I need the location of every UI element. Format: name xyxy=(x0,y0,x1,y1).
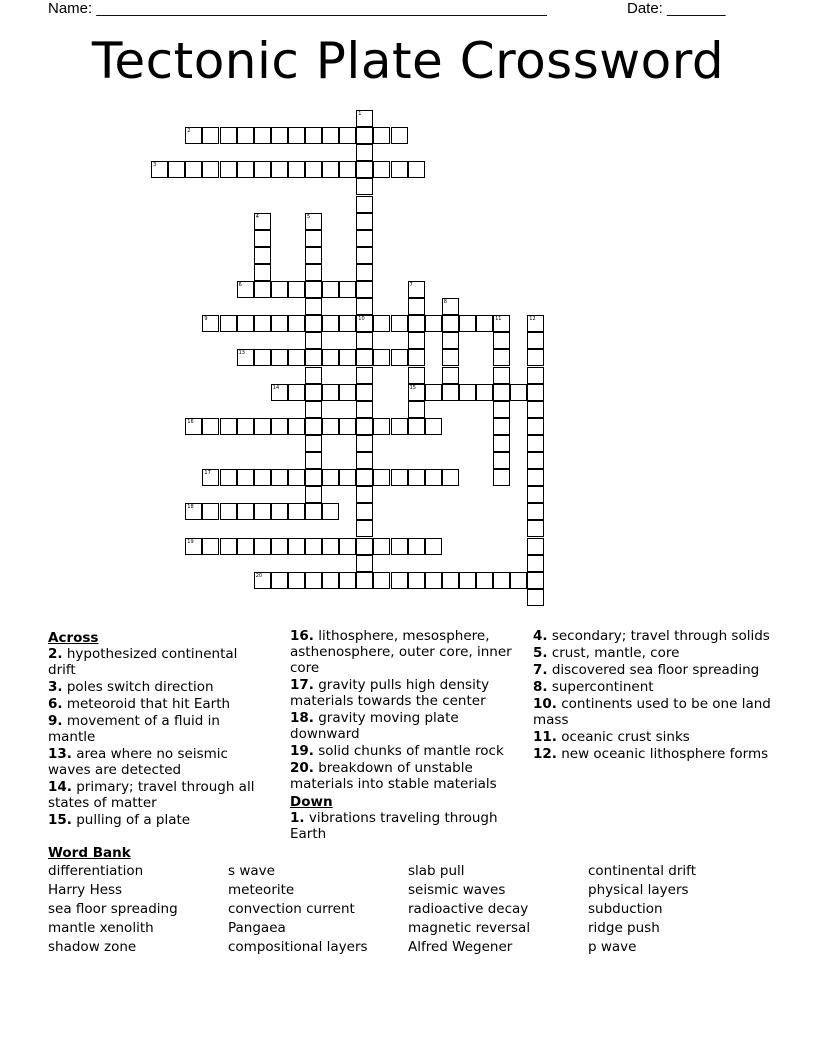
word-bank-item: Alfred Wegener xyxy=(408,939,513,955)
crossword-cell[interactable] xyxy=(254,503,271,520)
crossword-cell[interactable] xyxy=(356,555,373,572)
crossword-cell[interactable] xyxy=(271,281,288,298)
crossword-cell[interactable] xyxy=(237,315,254,332)
crossword-cell[interactable] xyxy=(237,469,254,486)
cell-number: 13 xyxy=(238,350,245,357)
crossword-cell[interactable] xyxy=(151,161,168,178)
clue-down-1: 1. vibrations traveling through Earth xyxy=(290,810,498,842)
cell-number: 20 xyxy=(255,572,263,579)
crossword-cell[interactable] xyxy=(305,264,322,281)
crossword-cell[interactable] xyxy=(271,418,288,435)
crossword-cell[interactable] xyxy=(271,315,288,332)
word-bank-item: magnetic reversal xyxy=(408,920,531,936)
crossword-cell[interactable] xyxy=(527,555,544,572)
clue-across-6: 6. meteoroid that hit Earth xyxy=(48,696,231,712)
crossword-cell[interactable] xyxy=(254,349,271,366)
clue-across-20: 20. breakdown of unstable materials into stable materials xyxy=(290,760,497,792)
crossword-cell[interactable] xyxy=(168,161,185,178)
crossword-cell[interactable] xyxy=(202,538,219,555)
word-bank-item: Harry Hess xyxy=(48,882,123,898)
crossword-cell[interactable] xyxy=(476,572,493,589)
crossword-cell[interactable] xyxy=(322,572,339,589)
clue-down-7: 7. discovered sea floor spreading xyxy=(533,662,760,678)
crossword-cell[interactable] xyxy=(373,418,390,435)
crossword-cell[interactable] xyxy=(493,418,510,435)
word-bank-heading: Word Bank xyxy=(48,845,131,861)
crossword-cell[interactable] xyxy=(288,281,305,298)
crossword-cell[interactable] xyxy=(356,401,373,418)
crossword-cell[interactable] xyxy=(476,384,493,401)
crossword-cell[interactable] xyxy=(305,418,322,435)
crossword-cell[interactable] xyxy=(408,469,425,486)
crossword-cell[interactable] xyxy=(220,418,237,435)
clue-across-9: 9. movement of a fluid in mantle xyxy=(48,713,220,745)
crossword-cell[interactable] xyxy=(510,384,527,401)
crossword-cell[interactable] xyxy=(271,572,288,589)
crossword-cell[interactable] xyxy=(220,469,237,486)
crossword-cell[interactable] xyxy=(237,349,254,366)
crossword-cell[interactable] xyxy=(305,503,322,520)
crossword-cell[interactable] xyxy=(356,178,373,195)
cell-number: 16 xyxy=(187,418,194,425)
crossword-cell[interactable] xyxy=(356,213,373,230)
crossword-cell[interactable] xyxy=(271,469,288,486)
crossword-cell[interactable] xyxy=(356,469,373,486)
crossword-cell[interactable] xyxy=(527,367,544,384)
crossword-cell[interactable] xyxy=(527,349,544,366)
crossword-cell[interactable] xyxy=(493,469,510,486)
crossword-cell[interactable] xyxy=(305,452,322,469)
crossword-cell[interactable] xyxy=(271,538,288,555)
crossword-cell[interactable] xyxy=(391,315,408,332)
crossword-cell[interactable] xyxy=(425,469,442,486)
crossword-cell[interactable] xyxy=(408,384,425,401)
crossword-cell[interactable] xyxy=(356,230,373,247)
crossword-cell[interactable] xyxy=(493,435,510,452)
crossword-cell[interactable] xyxy=(202,503,219,520)
crossword-cell[interactable] xyxy=(339,469,356,486)
word-bank-item: Pangaea xyxy=(228,920,286,936)
crossword-cell[interactable] xyxy=(356,349,373,366)
word-bank-item: shadow zone xyxy=(48,939,137,955)
crossword-cell[interactable] xyxy=(493,452,510,469)
cell-number: 1 xyxy=(358,111,362,117)
word-bank-item: mantle xenolith xyxy=(48,920,154,936)
crossword-cell[interactable] xyxy=(408,315,425,332)
crossword-cell[interactable] xyxy=(202,418,219,435)
crossword-cell[interactable] xyxy=(305,349,322,366)
crossword-cell[interactable] xyxy=(493,572,510,589)
crossword-cell[interactable] xyxy=(459,315,476,332)
crossword-cell[interactable] xyxy=(527,452,544,469)
crossword-cell[interactable] xyxy=(408,332,425,349)
crossword-cell[interactable] xyxy=(356,247,373,264)
crossword-cell[interactable] xyxy=(373,572,390,589)
crossword-cell[interactable] xyxy=(305,435,322,452)
crossword-cell[interactable] xyxy=(425,538,442,555)
crossword-cell[interactable] xyxy=(254,161,271,178)
crossword-cell[interactable] xyxy=(305,384,322,401)
crossword-cell[interactable] xyxy=(356,572,373,589)
crossword-cell[interactable] xyxy=(408,349,425,366)
crossword-cell[interactable] xyxy=(271,503,288,520)
crossword-cell[interactable] xyxy=(373,349,390,366)
crossword-cell[interactable] xyxy=(408,538,425,555)
crossword-cell[interactable] xyxy=(220,127,237,144)
crossword-cell[interactable] xyxy=(237,281,254,298)
crossword-cell[interactable] xyxy=(356,264,373,281)
word-bank-item: p wave xyxy=(588,939,637,955)
crossword-cell[interactable] xyxy=(237,538,254,555)
crossword-cell[interactable] xyxy=(185,127,202,144)
crossword-cell[interactable] xyxy=(305,469,322,486)
crossword-cell[interactable] xyxy=(476,315,493,332)
crossword-cell[interactable] xyxy=(185,161,202,178)
crossword-cell[interactable] xyxy=(288,503,305,520)
date-field[interactable]: Date: _______ xyxy=(627,0,726,17)
cell-number: 18 xyxy=(187,504,194,511)
crossword-cell[interactable] xyxy=(254,230,271,247)
clue-across-13: 13. area where no seismic waves are detected xyxy=(48,746,228,778)
clues-column-1 xyxy=(48,628,268,829)
crossword-cell[interactable] xyxy=(356,298,373,315)
crossword-cell[interactable] xyxy=(339,572,356,589)
crossword-cell[interactable] xyxy=(356,538,373,555)
crossword-cell[interactable] xyxy=(493,315,510,332)
crossword-cell[interactable] xyxy=(391,469,408,486)
crossword-cell[interactable] xyxy=(356,144,373,161)
crossword-cell[interactable] xyxy=(254,264,271,281)
word-bank-item: convection current xyxy=(228,901,355,917)
crossword-cell[interactable] xyxy=(527,384,544,401)
crossword-cell[interactable] xyxy=(527,486,544,503)
crossword-cell[interactable] xyxy=(356,281,373,298)
crossword-cell[interactable] xyxy=(288,349,305,366)
crossword-cell[interactable] xyxy=(220,503,237,520)
crossword-cell[interactable] xyxy=(322,161,339,178)
word-bank-item: seismic waves xyxy=(408,882,506,898)
crossword-cell[interactable] xyxy=(527,589,544,606)
crossword-cell[interactable] xyxy=(459,384,476,401)
crossword-cell[interactable] xyxy=(305,213,322,230)
cell-number: 14 xyxy=(272,384,280,391)
crossword-cell[interactable] xyxy=(322,469,339,486)
cell-number: 17 xyxy=(204,470,211,477)
crossword-cell[interactable] xyxy=(425,315,442,332)
clue-across-2: 2. hypothesized continental drift xyxy=(48,646,238,678)
cell-number: 15 xyxy=(409,384,416,391)
crossword-cell[interactable] xyxy=(356,384,373,401)
cell-number: 4 xyxy=(255,213,259,220)
crossword-cell[interactable] xyxy=(527,418,544,435)
crossword-cell[interactable] xyxy=(339,161,356,178)
word-bank-item: compositional layers xyxy=(228,939,368,955)
crossword-cell[interactable] xyxy=(305,315,322,332)
crossword-cell[interactable] xyxy=(322,418,339,435)
clue-across-19: 19. solid chunks of mantle rock xyxy=(290,743,504,759)
crossword-cell[interactable] xyxy=(305,367,322,384)
crossword-cell[interactable] xyxy=(373,538,390,555)
word-bank-item: sea floor spreading xyxy=(48,901,178,917)
crossword-cell[interactable] xyxy=(356,332,373,349)
crossword-cell[interactable] xyxy=(220,315,237,332)
crossword-cell[interactable] xyxy=(527,503,544,520)
crossword-cell[interactable] xyxy=(305,332,322,349)
crossword-cell[interactable] xyxy=(185,418,202,435)
crossword-cell[interactable] xyxy=(305,486,322,503)
crossword-cell[interactable] xyxy=(305,298,322,315)
crossword-cell[interactable] xyxy=(237,418,254,435)
crossword-cell[interactable] xyxy=(408,298,425,315)
clue-across-17: 17. gravity pulls high density materials towards the center xyxy=(290,677,490,709)
cell-number: 3 xyxy=(153,162,157,169)
crossword-cell[interactable] xyxy=(527,401,544,418)
crossword-cell[interactable] xyxy=(527,538,544,555)
cell-number: 11 xyxy=(495,316,502,323)
crossword-cell[interactable] xyxy=(391,127,408,144)
crossword-cell[interactable] xyxy=(237,127,254,144)
word-bank xyxy=(48,863,768,955)
crossword-cell[interactable] xyxy=(442,332,459,349)
crossword-cell[interactable] xyxy=(254,315,271,332)
crossword-cell[interactable] xyxy=(271,127,288,144)
crossword-cell[interactable] xyxy=(408,401,425,418)
crossword-cell[interactable] xyxy=(322,384,339,401)
crossword-cell[interactable] xyxy=(425,418,442,435)
crossword-cell[interactable] xyxy=(339,418,356,435)
crossword-cell[interactable] xyxy=(408,418,425,435)
crossword-cell[interactable] xyxy=(254,127,271,144)
clues-column-2 xyxy=(290,628,515,843)
crossword-cell[interactable] xyxy=(391,538,408,555)
crossword-cell[interactable] xyxy=(493,384,510,401)
crossword-cell[interactable] xyxy=(322,315,339,332)
crossword-cell[interactable] xyxy=(442,384,459,401)
crossword-cell[interactable] xyxy=(356,110,373,127)
clues-column-3 xyxy=(533,628,773,763)
crossword-cell[interactable] xyxy=(408,161,425,178)
crossword-cell[interactable] xyxy=(391,161,408,178)
page-title: Tectonic Plate Crossword xyxy=(91,32,725,90)
crossword-cell[interactable] xyxy=(356,367,373,384)
crossword-cell[interactable] xyxy=(408,572,425,589)
crossword-cell[interactable] xyxy=(202,127,219,144)
clue-down-11: 11. oceanic crust sinks xyxy=(533,729,690,745)
crossword-cell[interactable] xyxy=(510,572,527,589)
crossword-cell[interactable] xyxy=(305,281,322,298)
crossword-cell[interactable] xyxy=(220,161,237,178)
crossword-cell[interactable] xyxy=(527,520,544,537)
crossword-cell[interactable] xyxy=(185,538,202,555)
clue-across-18: 18. gravity moving plate downward xyxy=(290,710,459,742)
word-bank-item: differentiation xyxy=(48,863,144,879)
crossword-cell[interactable] xyxy=(305,230,322,247)
crossword-cell[interactable] xyxy=(339,384,356,401)
word-bank-item: subduction xyxy=(588,901,663,917)
crossword-cell[interactable] xyxy=(527,332,544,349)
crossword-cell[interactable] xyxy=(305,401,322,418)
clue-down-12: 12. new oceanic lithosphere forms xyxy=(533,746,769,762)
crossword-cell[interactable] xyxy=(527,469,544,486)
crossword-cell[interactable] xyxy=(356,315,373,332)
crossword-cell[interactable] xyxy=(237,503,254,520)
word-bank-item: slab pull xyxy=(408,863,465,879)
crossword-cell[interactable] xyxy=(442,298,459,315)
crossword-cell[interactable] xyxy=(373,127,390,144)
crossword-cell[interactable] xyxy=(305,161,322,178)
clue-down-4: 4. secondary; travel through solids xyxy=(533,628,770,644)
crossword-cell[interactable] xyxy=(237,161,254,178)
crossword-cell[interactable] xyxy=(271,349,288,366)
crossword-cell[interactable] xyxy=(356,520,373,537)
crossword-cell[interactable] xyxy=(459,572,476,589)
crossword-cell[interactable] xyxy=(339,127,356,144)
crossword-cell[interactable] xyxy=(254,572,271,589)
crossword-cell[interactable] xyxy=(322,281,339,298)
cell-number: 6 xyxy=(238,282,242,288)
crossword-cell[interactable] xyxy=(322,349,339,366)
cell-number: 12 xyxy=(529,316,536,323)
word-bank-item: ridge push xyxy=(588,920,660,936)
crossword-cell[interactable] xyxy=(254,418,271,435)
crossword-cell[interactable] xyxy=(356,452,373,469)
crossword-cell[interactable] xyxy=(493,401,510,418)
crossword-cell[interactable] xyxy=(254,247,271,264)
clue-across-16: 16. lithosphere, mesosphere, asthenosphere, outer core, inner core xyxy=(290,628,512,676)
crossword-cell[interactable] xyxy=(425,572,442,589)
crossword-cell[interactable] xyxy=(202,315,219,332)
crossword-cell[interactable] xyxy=(288,315,305,332)
crossword-cell[interactable] xyxy=(408,367,425,384)
crossword-cell[interactable] xyxy=(254,538,271,555)
crossword-cell[interactable] xyxy=(373,469,390,486)
crossword-cell[interactable] xyxy=(254,281,271,298)
crossword-cell[interactable] xyxy=(527,315,544,332)
cell-number: 5 xyxy=(307,213,311,220)
crossword-cell[interactable] xyxy=(493,349,510,366)
crossword-cell[interactable] xyxy=(288,469,305,486)
crossword-cell[interactable] xyxy=(288,418,305,435)
cell-number: 19 xyxy=(187,538,194,545)
crossword-cell[interactable] xyxy=(202,469,219,486)
crossword-cell[interactable] xyxy=(493,332,510,349)
crossword-cell[interactable] xyxy=(391,418,408,435)
name-field[interactable]: Name: ______________________________________________________ xyxy=(48,0,547,17)
crossword-cell[interactable] xyxy=(527,572,544,589)
crossword-cell[interactable] xyxy=(391,572,408,589)
crossword-cell[interactable] xyxy=(425,384,442,401)
crossword-cell[interactable] xyxy=(356,196,373,213)
crossword-cell[interactable] xyxy=(322,503,339,520)
crossword-cell[interactable] xyxy=(288,161,305,178)
crossword-cell[interactable] xyxy=(288,384,305,401)
crossword-cell[interactable] xyxy=(288,572,305,589)
clue-across-14: 14. primary; travel through all states of matter xyxy=(48,779,255,811)
crossword-cell[interactable] xyxy=(391,349,408,366)
word-bank-item: continental drift xyxy=(588,863,696,879)
crossword-cell[interactable] xyxy=(442,572,459,589)
crossword-cell[interactable] xyxy=(442,367,459,384)
crossword-cell[interactable] xyxy=(408,281,425,298)
crossword-cell[interactable] xyxy=(339,349,356,366)
cell-number: 10 xyxy=(358,316,365,323)
crossword-cell[interactable] xyxy=(305,127,322,144)
crossword-cell[interactable] xyxy=(202,161,219,178)
clue-across-3: 3. poles switch direction xyxy=(48,679,214,695)
crossword-cell[interactable] xyxy=(322,127,339,144)
cell-number: 7 xyxy=(409,282,413,288)
word-bank-item: physical layers xyxy=(588,882,689,898)
crossword-cell[interactable] xyxy=(305,538,322,555)
crossword-cell[interactable] xyxy=(356,486,373,503)
crossword-cell[interactable] xyxy=(254,469,271,486)
crossword-cell[interactable] xyxy=(305,572,322,589)
crossword-cell[interactable] xyxy=(527,435,544,452)
cell-number: 8 xyxy=(443,299,447,306)
crossword-cell[interactable] xyxy=(254,213,271,230)
crossword-cell[interactable] xyxy=(356,127,373,144)
crossword-cell[interactable] xyxy=(442,349,459,366)
crossword-cell[interactable] xyxy=(271,161,288,178)
crossword-cell[interactable] xyxy=(493,367,510,384)
crossword-cell[interactable] xyxy=(288,127,305,144)
word-bank-item: meteorite xyxy=(228,882,295,898)
crossword-cell[interactable] xyxy=(339,538,356,555)
crossword-cell[interactable] xyxy=(373,161,390,178)
clue-across-15: 15. pulling of a plate xyxy=(48,812,191,828)
crossword-cell[interactable] xyxy=(185,503,202,520)
crossword-cell[interactable] xyxy=(373,315,390,332)
crossword-cell[interactable] xyxy=(442,469,459,486)
cell-number: 2 xyxy=(187,128,191,135)
crossword-cell[interactable] xyxy=(339,281,356,298)
crossword-cell[interactable] xyxy=(356,503,373,520)
down-heading: Down xyxy=(290,794,333,810)
crossword-cell[interactable] xyxy=(305,247,322,264)
crossword-cell[interactable] xyxy=(442,315,459,332)
word-bank-item: radioactive decay xyxy=(408,901,529,917)
crossword-cell[interactable] xyxy=(356,161,373,178)
across-heading: Across xyxy=(48,630,99,646)
word-bank-item: s wave xyxy=(228,863,275,879)
clue-down-10: 10. continents used to be one land mass xyxy=(533,696,771,728)
clue-down-8: 8. supercontinent xyxy=(533,679,654,695)
crossword-cell[interactable] xyxy=(356,435,373,452)
crossword-cell[interactable] xyxy=(339,315,356,332)
crossword-cell[interactable] xyxy=(271,384,288,401)
clue-down-5: 5. crust, mantle, core xyxy=(533,645,680,661)
crossword-cell[interactable] xyxy=(322,538,339,555)
crossword-cell[interactable] xyxy=(288,538,305,555)
cell-number: 9 xyxy=(204,316,208,323)
crossword-cell[interactable] xyxy=(220,538,237,555)
crossword-cell[interactable] xyxy=(356,418,373,435)
